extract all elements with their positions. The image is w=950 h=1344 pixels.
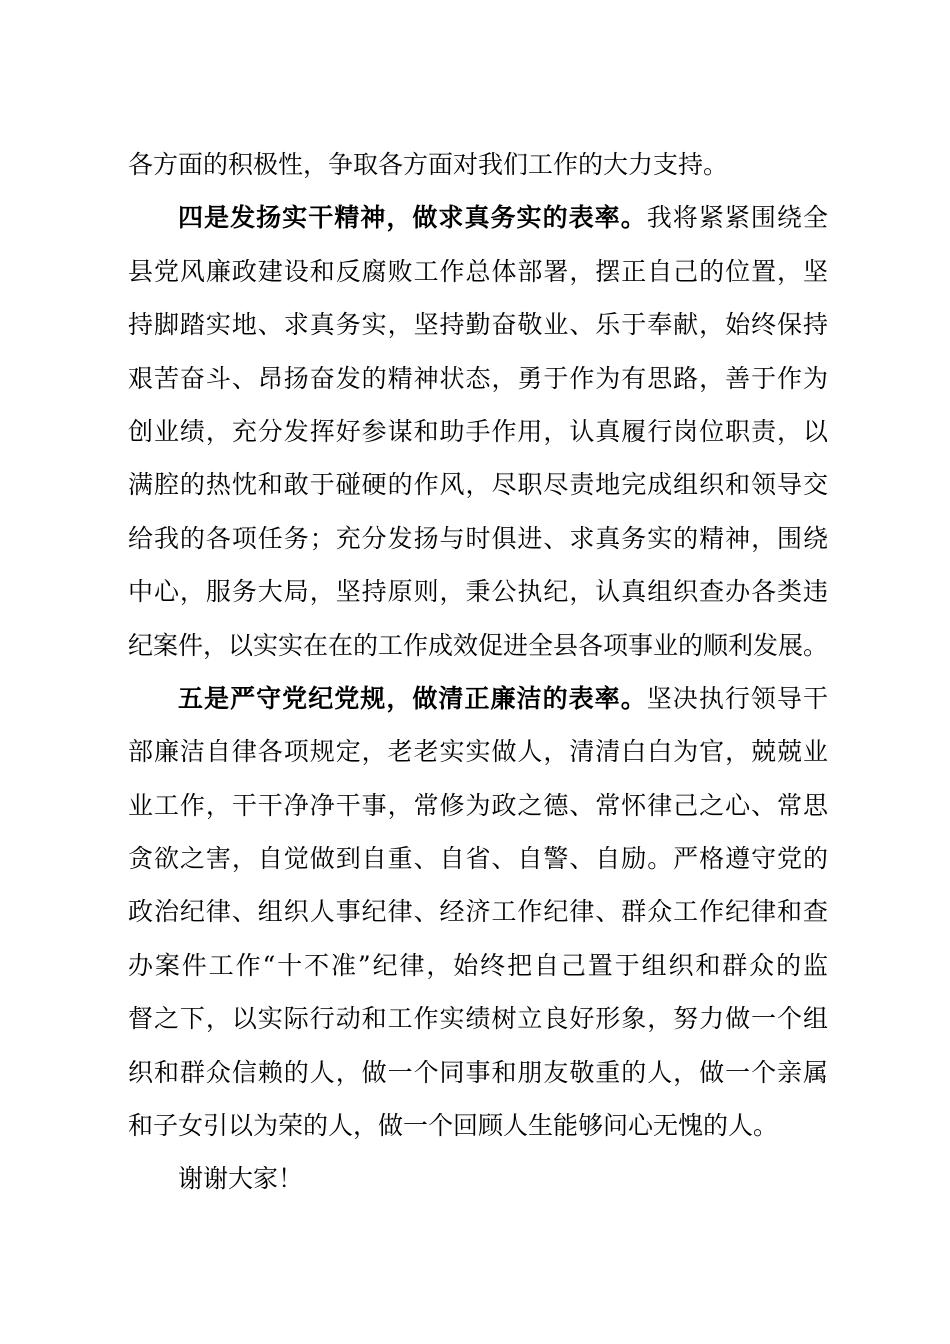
line-text: 纪案件，以实实在在的工作成效促进全县各项事业的顺利发展。 — [128, 630, 829, 660]
line-text: 持脚踏实地、求真务实，坚持勤奋敬业、乐于奉献，始终保持 — [128, 310, 828, 340]
paragraph-line — [128, 565, 828, 618]
paragraph-line — [128, 779, 828, 832]
line-text: 给我的各项任务；充分发扬与时俱进、求真务实的精神，围绕 — [128, 523, 828, 553]
paragraph-line — [128, 992, 828, 1045]
paragraph-line — [128, 191, 828, 244]
line-text: 坚决执行领导干 — [646, 683, 828, 713]
line-text: 织和群众信赖的人，做一个同事和朋友敬重的人，做一个亲属 — [128, 1057, 828, 1087]
closing-line — [128, 1152, 828, 1205]
document-body — [128, 138, 828, 1206]
line-text: 县党风廉政建设和反腐败工作总体部署，摆正自己的位置，坚 — [128, 256, 828, 286]
line-text: 创业绩，充分发挥好参谋和助手作用，认真履行岗位职责，以 — [128, 416, 828, 446]
paragraph-line — [128, 1046, 828, 1099]
line-text: 中心，服务大局，坚持原则，秉公执纪，认真组织查办各类违 — [128, 577, 828, 607]
section-heading: 五是严守党纪党规，做清正廉洁的表率。 — [178, 683, 647, 713]
paragraph-line — [128, 939, 828, 992]
line-text: 办案件工作“十不准”纪律，始终把自己置于组织和群众的监 — [128, 950, 828, 980]
line-text: 艰苦奋斗、昂扬奋发的精神状态，勇于作为有思路，善于作为 — [128, 363, 828, 393]
line-text: 政治纪律、组织人事纪律、经济工作纪律、群众工作纪律和查 — [128, 897, 828, 927]
paragraph-line — [128, 405, 828, 458]
paragraph-line — [128, 352, 828, 405]
line-text: 我将紧紧围绕全 — [646, 203, 828, 233]
paragraph-line — [128, 725, 828, 778]
paragraph-line — [128, 619, 828, 672]
line-text: 和子女引以为荣的人，做一个回顾人生能够问心无愧的人。 — [128, 1111, 779, 1141]
closing-text: 谢谢大家！ — [178, 1164, 304, 1194]
line-text: 各方面的积极性，争取各方面对我们工作的大力支持。 — [128, 150, 729, 179]
paragraph-line — [128, 512, 828, 565]
paragraph-line — [128, 832, 828, 885]
line-text: 满腔的热忱和敢于碰硬的作风，尽职尽责地完成组织和领导交 — [128, 470, 828, 500]
paragraph-line — [128, 885, 828, 938]
paragraph-line — [128, 138, 828, 191]
paragraph-line — [128, 672, 828, 725]
line-text: 督之下，以实际行动和工作实绩树立良好形象，努力做一个组 — [128, 1004, 828, 1034]
paragraph-line — [128, 1099, 828, 1152]
paragraph-line — [128, 458, 828, 511]
paragraph-line — [128, 245, 828, 298]
paragraph-line — [128, 298, 828, 351]
line-text: 贪欲之害，自觉做到自重、自省、自警、自励。严格遵守党的 — [128, 844, 828, 874]
section-heading: 四是发扬实干精神，做求真务实的表率。 — [178, 203, 647, 233]
line-text: 部廉洁自律各项规定，老老实实做人，清清白白为官，兢兢业 — [128, 737, 828, 767]
line-text: 业工作，干干净净干事，常修为政之德、常怀律己之心、常思 — [128, 790, 828, 820]
